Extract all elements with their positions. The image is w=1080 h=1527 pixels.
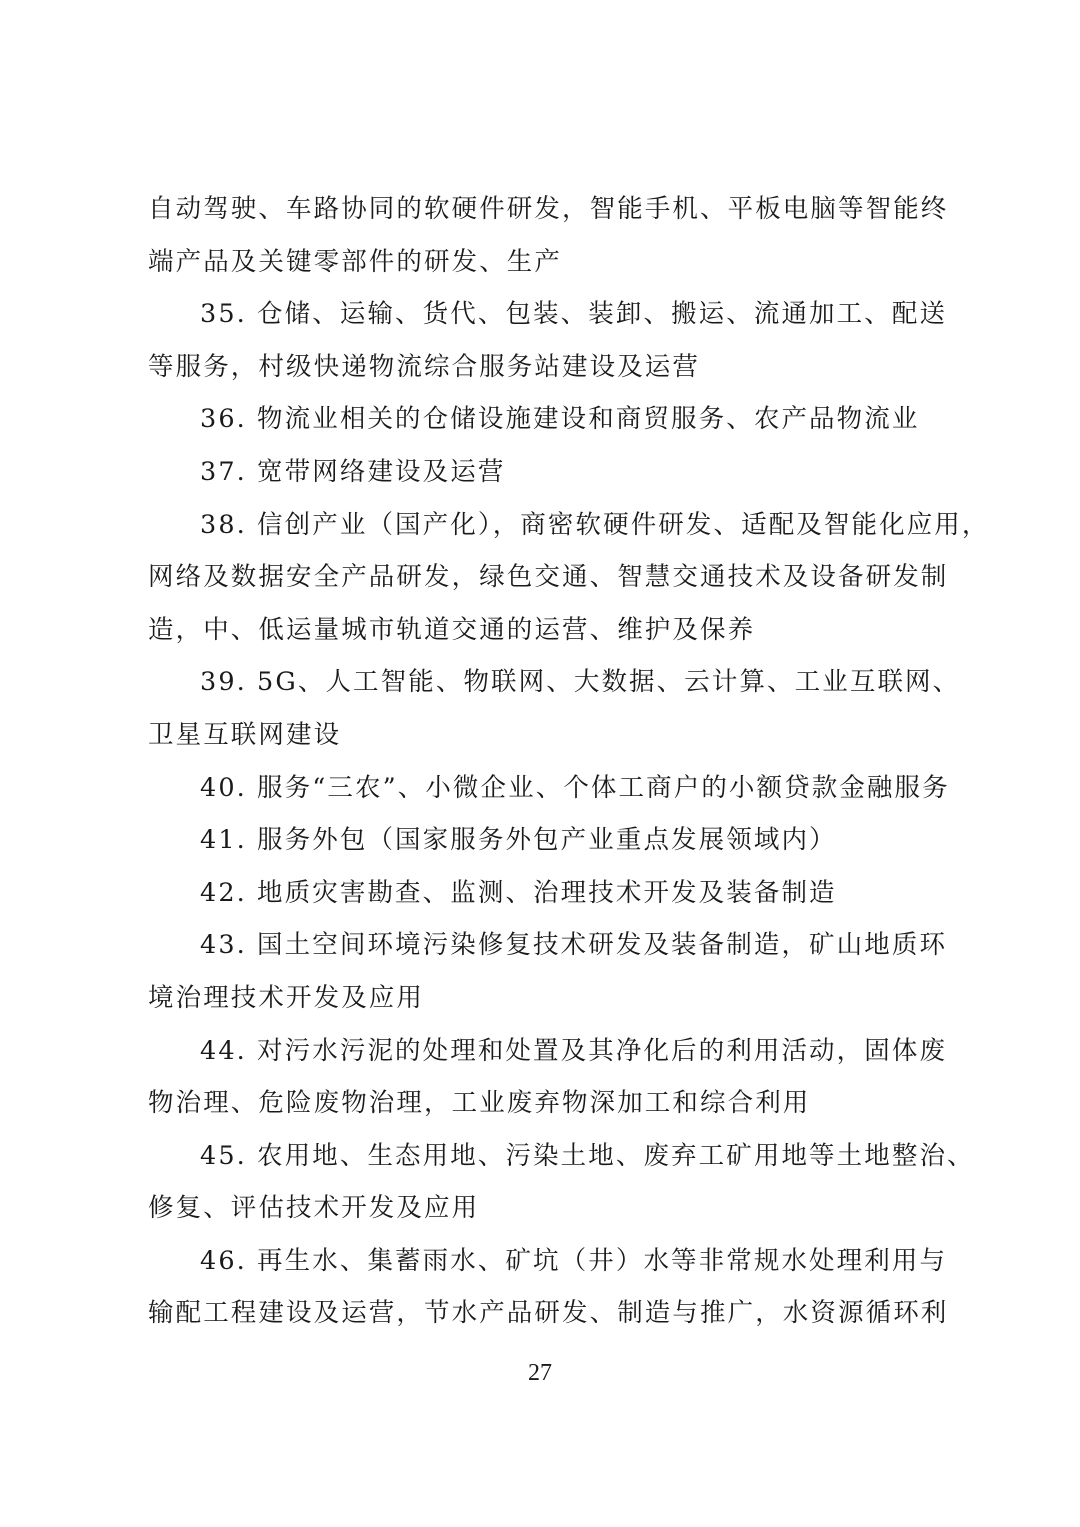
text-line: 物治理、危险废物治理，工业废弃物深加工和综合利用 [148, 1088, 811, 1119]
list-item-39: 39. 5G、人工智能、物联网、大数据、云计算、工业互联网、 [200, 667, 961, 698]
document-body [148, 183, 990, 1340]
text-line: 自动驾驶、车路协同的软硬件研发，智能手机、平板电脑等智能终 [148, 194, 949, 224]
text-line: 修复、评估技术开发及应用 [148, 1193, 480, 1224]
text-line: 境治理技术开发及应用 [148, 982, 425, 1013]
list-item-42: 42. 地质灾害勘查、监测、治理技术开发及装备制造 [200, 877, 837, 908]
list-item-46: 46. 再生水、集蓄雨水、矿坑（井）水等非常规水处理利用与 [200, 1245, 948, 1276]
list-item-41: 41. 服务外包（国家服务外包产业重点发展领域内） [200, 825, 837, 856]
list-item-37: 37. 宽带网络建设及运营 [200, 456, 506, 487]
list-item-43: 43. 国土空间环境污染修复技术研发及装备制造，矿山地质环 [200, 930, 948, 961]
text-line: 输配工程建设及运营，节水产品研发、制造与推广，水资源循环利 [148, 1298, 949, 1329]
text-line: 端产品及关键零部件的研发、生产 [148, 246, 563, 277]
list-item-38: 38. 信创产业（国产化），商密软硬件研发、适配及智能化应用， [200, 509, 990, 540]
text-line: 网络及数据安全产品研发，绿色交通、智慧交通技术及设备研发制 [148, 562, 949, 593]
list-item-40: 40. 服务“三农”、小微企业、个体工商户的小额贷款金融服务 [200, 772, 950, 803]
list-item-35: 35. 仓储、运输、货代、包装、装卸、搬运、流通加工、配送 [200, 299, 948, 330]
list-item-44: 44. 对污水污泥的处理和处置及其净化后的利用活动，固体废 [200, 1035, 948, 1066]
list-item-45: 45. 农用地、生态用地、污染土地、废弃工矿用地等土地整治、 [200, 1140, 975, 1171]
page-number: 27 [528, 1360, 552, 1386]
list-item-36: 36. 物流业相关的仓储设施建设和商贸服务、农产品物流业 [200, 404, 920, 435]
text-line: 卫星互联网建设 [148, 719, 342, 750]
text-line: 等服务，村级快递物流综合服务站建设及运营 [148, 351, 701, 382]
text-line: 造，中、低运量城市轨道交通的运营、维护及保养 [148, 614, 756, 645]
